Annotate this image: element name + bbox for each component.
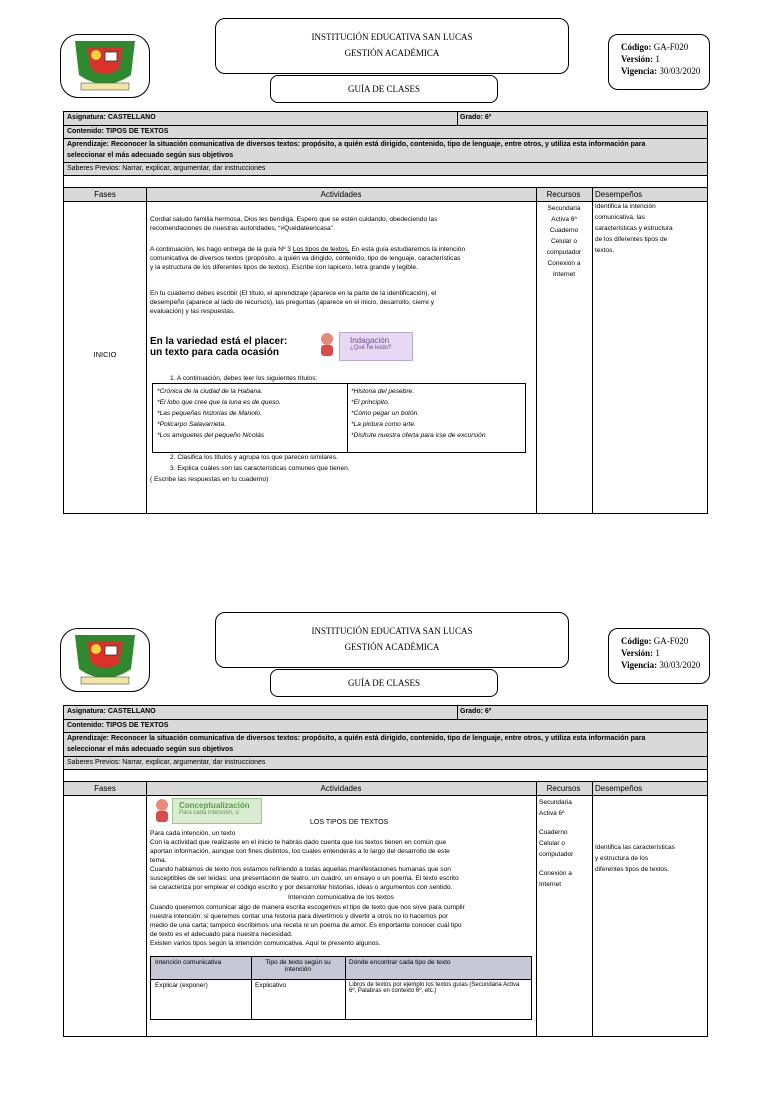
text-line: Cuando queremos comunicar algo de manera escrita escogemos el tipo de texto que nos sirve para cumplir: [150, 904, 465, 911]
header-where: Dónde encontrar cada tipo de texto: [349, 959, 451, 966]
grade-text: Grado: 6º: [460, 114, 492, 121]
content-row: Contenido: TIPOS DE TEXTOS: [64, 125, 707, 138]
resource-item: Celular o: [550, 238, 577, 245]
text-types-table: [150, 956, 532, 1020]
validity-value: 30/03/2020: [659, 660, 701, 670]
version-value: 1: [655, 648, 660, 658]
question-2: 2. Clasifica los títulos y agrupa los que parecen similares.: [170, 454, 338, 461]
activities-header: Actividades: [320, 190, 362, 199]
resource-item: Internet: [539, 881, 562, 888]
phases-header: Fases: [94, 784, 116, 793]
performance-line: Identifica las características: [595, 844, 675, 851]
document-code-box: [608, 34, 710, 90]
instructions-paragraph: [150, 289, 534, 316]
text-line: tema.: [150, 857, 167, 864]
inquiry-badge: [339, 332, 413, 361]
divider: [146, 781, 147, 1036]
banner-line: En la variedad está el placer:: [150, 336, 288, 347]
badge-subtitle: Para cada intención, u: [179, 810, 239, 816]
text-line: Para cada intención, un texto: [150, 830, 236, 837]
version-label: Versión:: [621, 54, 654, 64]
subject-row: [64, 112, 707, 125]
resource-item: Cuaderno: [549, 227, 579, 234]
subheading: Intención comunicativa de los textos: [288, 894, 394, 901]
resource-item: Conexión a: [547, 260, 581, 267]
column-header-row: [64, 781, 707, 795]
text-line: desempeño (aparece al lado de recursos), las preguntas (aparece en el inicio, desarrollo, cierre y: [150, 299, 435, 306]
titles-right-column: [351, 386, 486, 441]
school-logo: [60, 628, 150, 692]
divider: [146, 187, 147, 513]
title-item: *Los amiguetes del pequeño Nicolás: [157, 432, 265, 439]
resource-item: Secundaria: [547, 205, 581, 212]
intro-paragraph: [150, 245, 534, 272]
text-line: comunicativa de diversos textos (propósito, a quién va dirigido, contenido, tipo de lenguaje, características: [150, 255, 461, 262]
text-line: susceptibles de ser leídas: una presentación de teatro, un cuadro, un ensayo o un poema. El texto escrito: [150, 875, 459, 882]
institution-box: [215, 18, 569, 74]
class-guide-table: [63, 111, 708, 514]
prior-knowledge-row: Saberes Previos: Narrar, explicar, argumentar, dar instrucciones: [64, 162, 707, 175]
phases-header: Fases: [94, 190, 116, 199]
learning-row: [64, 138, 707, 162]
blank-row: [64, 769, 707, 781]
badge-title: Indagación: [350, 336, 390, 345]
code-value: GA-F020: [653, 636, 689, 646]
cell-type: Explicativo: [255, 982, 287, 989]
divider: [347, 384, 348, 452]
version-value: 1: [655, 54, 660, 64]
text-line: se caracteriza por emplear el código escrito y por desarrollar historias, ideas o argumentos con sentido.: [150, 884, 453, 891]
titles-box: [152, 383, 526, 453]
performance-line: comunicativa, las: [595, 214, 645, 221]
resource-item: Cuaderno: [539, 829, 568, 836]
text-line: evaluación) y las respuestas.: [150, 308, 236, 315]
validity-value: 30/03/2020: [659, 66, 701, 76]
performance-line: características y estructura: [595, 225, 673, 232]
subject-row: [64, 706, 707, 719]
student-figure-icon: [317, 332, 337, 356]
titles-left-column: [157, 386, 281, 441]
text-line: En tu cuaderno debes escribir (El título, el aprendizaje (aparece en la parte de la identificación), el: [150, 290, 437, 297]
performance-text: [595, 842, 703, 875]
variety-banner: [150, 336, 330, 358]
learning-line-2: seleccionar el más adecuado según sus objetivos: [67, 152, 234, 159]
resources-header: Recursos: [546, 190, 581, 199]
title-item: *Policarpo Salavarrieta.: [157, 421, 226, 428]
validity-label: Vigencia:: [621, 660, 658, 670]
text-line: aportan información, aunque con fines distintos, los cuales entenderás a lo largo del desarrollo de este: [150, 848, 450, 855]
resources-list: [536, 203, 592, 280]
divider: [251, 957, 252, 1019]
resource-item: Activa 6º: [539, 810, 565, 817]
divider: [592, 187, 593, 513]
guide-title: GUÍA DE CLASES: [270, 669, 498, 697]
resource-item: Internet: [552, 271, 576, 278]
question-1: 1. A continuación, debes leer los siguientes títulos:: [170, 375, 318, 382]
code-label: Código:: [621, 42, 652, 52]
text-line: Cordial saludo familia hermosa, Dios les bendiga. Espero que se estén cuidando, obedeciendo las: [150, 216, 438, 223]
content-row: Contenido: TIPOS DE TEXTOS: [64, 719, 707, 732]
conceptualization-badge: [172, 798, 262, 824]
performance-line: Identifica la intención: [595, 203, 656, 210]
divider: [457, 706, 458, 719]
management-name: GESTIÓN ACADÉMICA: [344, 48, 440, 58]
performance-line: textos.: [595, 247, 615, 254]
resource-item: Secundaria: [539, 799, 572, 806]
title-item: *El principito.: [351, 399, 390, 406]
school-logo: [60, 34, 150, 98]
intention-paragraph: [150, 903, 532, 948]
title-item: *Las pequeñas historias de Manolo.: [157, 410, 262, 417]
student-figure-icon: [152, 798, 172, 822]
resource-item: Conexión a: [539, 870, 572, 877]
resource-item: Celular o: [539, 840, 566, 847]
badge-subtitle: ¿Qué he leído?: [350, 345, 392, 351]
question-3: 3. Explica cuáles son las características comunes que tienen.: [170, 465, 350, 472]
cell-intention: Explicar (exponer): [155, 982, 208, 989]
grade-text: Grado: 6º: [460, 708, 492, 715]
performance-line: de los diferentes tipos de: [595, 236, 668, 243]
section-heading: LOS TIPOS DE TEXTOS: [310, 819, 389, 826]
text-line: de texto es el adecuado para nuestra necesidad.: [150, 931, 293, 938]
performance-header: Desempeños: [595, 190, 643, 199]
guide-topic-link: Los tipos de textos.: [292, 246, 350, 253]
divider: [457, 112, 458, 125]
text-line: nuestra intención: si queremos contar una historia para divertirnos y divertir a otros no lo hacemos por: [150, 913, 448, 920]
phase-inicio: INICIO: [93, 350, 117, 359]
title-item: *Crónica de la ciudad de la Habana.: [157, 388, 263, 395]
text-line: En esta guía estudiaremos la intención: [351, 246, 466, 253]
code-label: Código:: [621, 636, 652, 646]
text-line: Con la actividad que realizaste en el inicio te habrás dado cuenta que los textos tienen en común que: [150, 839, 447, 846]
title-item: *La pintura como arte.: [351, 421, 416, 428]
learning-line-1: Aprendizaje: Reconocer la situación comunicativa de diversos textos: propósito, a quién está dirigido, contenido, tipo de lenguaje, entre otros, y utiliza esta información para: [67, 735, 646, 742]
prior-knowledge-row: Saberes Previos: Narrar, explicar, argumentar, dar instrucciones: [64, 756, 707, 769]
concept-paragraph: [150, 829, 532, 892]
institution-box: [215, 612, 569, 668]
management-name: GESTIÓN ACADÉMICA: [344, 642, 440, 652]
resource-item: computador: [539, 851, 574, 858]
row-divider: [151, 979, 531, 980]
resource-item: Activa 6º: [551, 216, 577, 223]
title-item: *Disfrute nuestra oferta para irse de excursión: [351, 432, 486, 439]
activities-header: Actividades: [320, 784, 362, 793]
guide-title: GUÍA DE CLASES: [270, 75, 498, 103]
validity-label: Vigencia:: [621, 66, 658, 76]
page-2: [0, 594, 768, 1104]
divider: [345, 957, 346, 1019]
performance-header: Desempeños: [595, 784, 643, 793]
badge-title: Conceptualización: [179, 801, 250, 810]
column-header-row: [64, 187, 707, 201]
answer-note: ( Escribe las respuestas en tu cuaderno): [150, 476, 269, 483]
performance-text: [595, 201, 703, 256]
text-line: Cuando hablamos de texto nos estamos refiriendo a todas aquellas manifestaciones humanas que son: [150, 866, 451, 873]
version-label: Versión:: [621, 648, 654, 658]
subject-text: Asignatura: CASTELLANO: [67, 114, 156, 121]
document-code-box: [608, 628, 710, 684]
cell-where: Libros de textos por ejemplo los textos guías (Secundaria Activa 6º, Palabras en contexto 6º, etc.): [349, 982, 520, 994]
title-item: *Historia del pesebre.: [351, 388, 415, 395]
text-line: recomendaciones de nuestras autoridades, “#Quédateencasa”.: [150, 225, 335, 232]
performance-line: y estructura de los: [595, 855, 649, 862]
header-type: Tipo de texto según su intención: [265, 959, 331, 973]
greeting-paragraph: [150, 215, 530, 233]
page-1: [0, 0, 768, 510]
text-line: medio de una carta; tampoco escribimos una receta ni un poema de amor. Es importante conocer cuál tipo: [150, 922, 462, 929]
title-item: *Cómo pegar un botón.: [351, 410, 420, 417]
text-line: A continuación, les hago entrega de la guía Nº 3: [150, 246, 291, 253]
resource-item: computador: [546, 249, 582, 256]
divider: [536, 781, 537, 1036]
subject-text: Asignatura: CASTELLANO: [67, 708, 156, 715]
learning-line-2: seleccionar el más adecuado según sus objetivos: [67, 746, 234, 753]
institution-name: INSTITUCIÓN EDUCATIVA SAN LUCAS: [311, 626, 473, 636]
text-line: Existen varios tipos según la intención comunicativa. Aquí te presento algunos.: [150, 940, 381, 947]
resources-list: [539, 797, 593, 890]
learning-line-1: Aprendizaje: Reconocer la situación comunicativa de diversos textos: propósito, a quién está dirigido, contenido, tipo de lenguaje, entre otros, y utiliza esta información para: [67, 141, 646, 148]
resources-header: Recursos: [546, 784, 581, 793]
learning-row: [64, 732, 707, 756]
banner-line: un texto para cada ocasión: [150, 347, 279, 358]
institution-name: INSTITUCIÓN EDUCATIVA SAN LUCAS: [311, 32, 473, 42]
title-item: *El lobo que cree que la luna es de queso.: [157, 399, 281, 406]
text-line: y la estructura de los diferentes tipos de textos). Escribe con lapicero, letra grande y legible.: [150, 264, 418, 271]
header-intention: Intención comunicativa: [155, 959, 222, 966]
performance-line: diferentes tipos de textos.: [595, 866, 670, 873]
blank-row: [64, 175, 707, 187]
class-guide-table: [63, 705, 708, 1037]
code-value: GA-F020: [653, 42, 689, 52]
